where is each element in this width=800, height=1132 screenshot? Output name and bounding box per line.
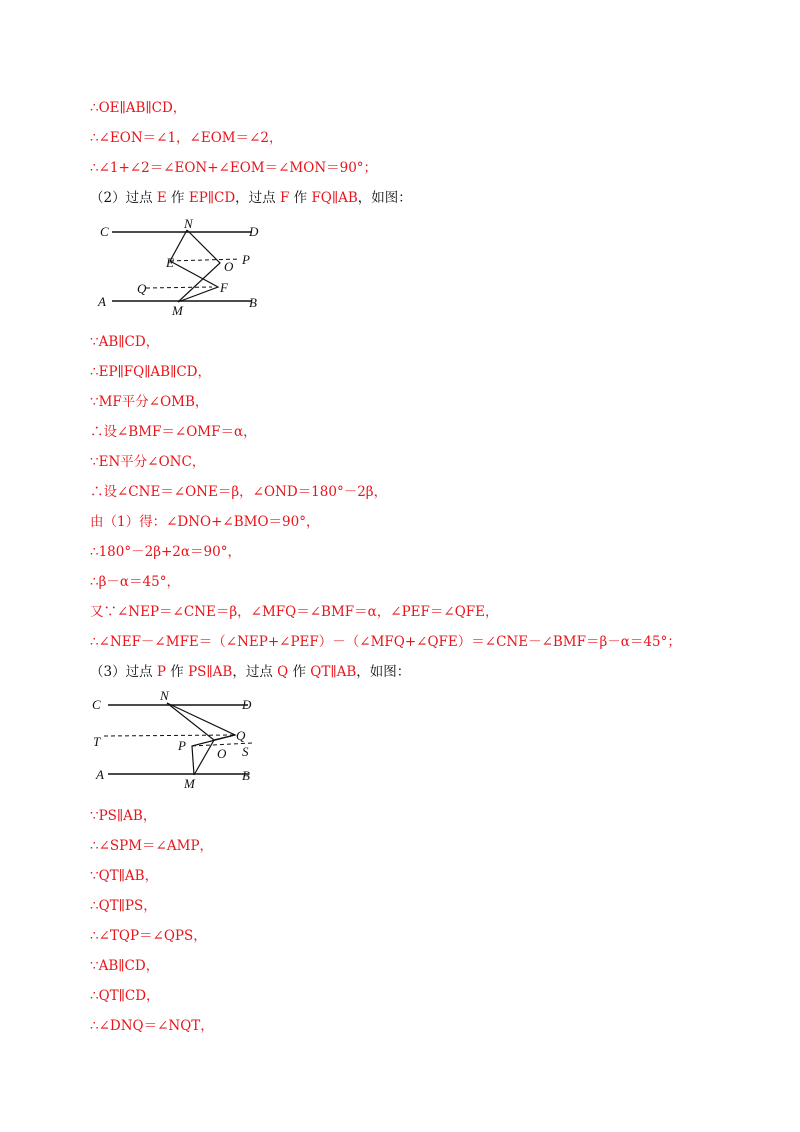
part3-point-2: Q <box>277 664 289 680</box>
figure-2 <box>90 688 270 794</box>
text-line-15: ∵PS∥AB， <box>90 808 157 824</box>
fig1-label-P: P <box>242 252 250 267</box>
part3-text-1: 作 <box>165 664 189 680</box>
part2-parallel-1: EP∥CD <box>188 190 236 206</box>
part3-heading <box>90 663 410 681</box>
fig2-label-C: C <box>92 697 101 712</box>
text-line-9: ∴设∠CNE＝∠ONE＝β，∠OND＝180°－2β， <box>90 484 388 500</box>
fig2-label-P: P <box>178 738 186 753</box>
text-line-21: ∴QT∥CD， <box>90 988 160 1004</box>
part3-suffix: ，如图： <box>356 664 411 680</box>
text-line-22: ∴∠DNQ＝∠NQT， <box>90 1018 214 1034</box>
fig2-label-O: O <box>217 746 227 761</box>
part3-prefix: （3）过点 <box>90 664 157 680</box>
text-line-20: ∵AB∥CD， <box>90 958 160 974</box>
fig1-label-B: B <box>249 295 257 310</box>
fig1-label-O: O <box>224 259 234 274</box>
text-line-7: ∴设∠BMF＝∠OMF＝α， <box>90 424 257 440</box>
text-line-18: ∴QT∥PS， <box>90 898 157 914</box>
figure-1-diagram <box>90 215 270 320</box>
fig2-label-D: D <box>242 697 252 712</box>
part3-parallel-2: QT∥AB <box>310 664 357 680</box>
fig2-label-S: S <box>242 744 249 759</box>
fig1-label-M: M <box>172 303 183 318</box>
text-line-19: ∴∠TQP＝∠QPS， <box>90 928 207 944</box>
part2-text-2: ，过点 <box>235 190 280 206</box>
fig2-label-B: B <box>242 768 250 783</box>
text-line-14: ∴∠NEF－∠MFE＝（∠NEP+∠PEF）－（∠MFQ+∠QFE）＝∠CNE－∠BMF＝β－α＝45°； <box>90 634 681 650</box>
part3-parallel-1: PS∥AB <box>188 664 233 680</box>
text-line-11: ∴180°－2β+2α＝90°， <box>90 544 241 560</box>
part2-prefix: （2）过点 <box>90 190 157 206</box>
fig1-label-N: N <box>184 216 193 231</box>
text-line-4: ∵AB∥CD， <box>90 334 160 350</box>
fig1-label-F: F <box>220 280 228 295</box>
text-line-10: 由（1）得：∠DNO+∠BMO＝90°， <box>90 514 320 530</box>
fig2-label-M: M <box>184 776 195 791</box>
fig1-label-C: C <box>100 224 109 239</box>
text-line-3: ∴∠1+∠2＝∠EON+∠EOM＝∠MON＝90°； <box>90 160 378 176</box>
fig2-label-T: T <box>93 734 101 749</box>
fig2-label-A: A <box>96 767 104 782</box>
text-line-6: ∵MF平分∠OMB， <box>90 394 209 410</box>
text-line-1: ∴OE∥AB∥CD， <box>90 100 187 116</box>
part2-point-2: F <box>279 190 290 206</box>
part2-text-1: 作 <box>166 190 189 206</box>
text-line-5: ∴EP∥FQ∥AB∥CD， <box>90 364 211 380</box>
figure-1 <box>90 215 270 320</box>
part2-point-1: E <box>156 190 167 206</box>
fig2-label-N: N <box>160 688 169 703</box>
part2-heading <box>90 189 412 207</box>
part2-suffix: ，如图： <box>357 190 412 206</box>
text-line-16: ∴∠SPM＝∠AMP， <box>90 838 214 854</box>
part3-text-3: 作 <box>288 664 311 680</box>
fig1-label-A: A <box>98 294 106 309</box>
text-line-13: 又∵∠NEP＝∠CNE＝β，∠MFQ＝∠BMF＝α，∠PEF＝∠QFE， <box>90 604 499 620</box>
part2-parallel-2: FQ∥AB <box>311 190 358 206</box>
fig2-label-Q: Q <box>236 728 246 743</box>
text-line-8: ∵EN平分∠ONC， <box>90 454 206 470</box>
text-line-17: ∵QT∥AB， <box>90 868 159 884</box>
text-line-2: ∴∠EON＝∠1，∠EOM＝∠2， <box>90 130 283 146</box>
text-line-12: ∴β－α＝45°， <box>90 574 180 590</box>
part2-text-3: 作 <box>289 190 312 206</box>
part3-text-2: ，过点 <box>232 664 278 680</box>
fig1-label-Q: Q <box>137 281 147 296</box>
figure-2-diagram <box>90 688 270 794</box>
fig1-label-E: E <box>166 255 174 270</box>
fig1-label-D: D <box>249 224 259 239</box>
part3-point-1: P <box>156 664 166 680</box>
